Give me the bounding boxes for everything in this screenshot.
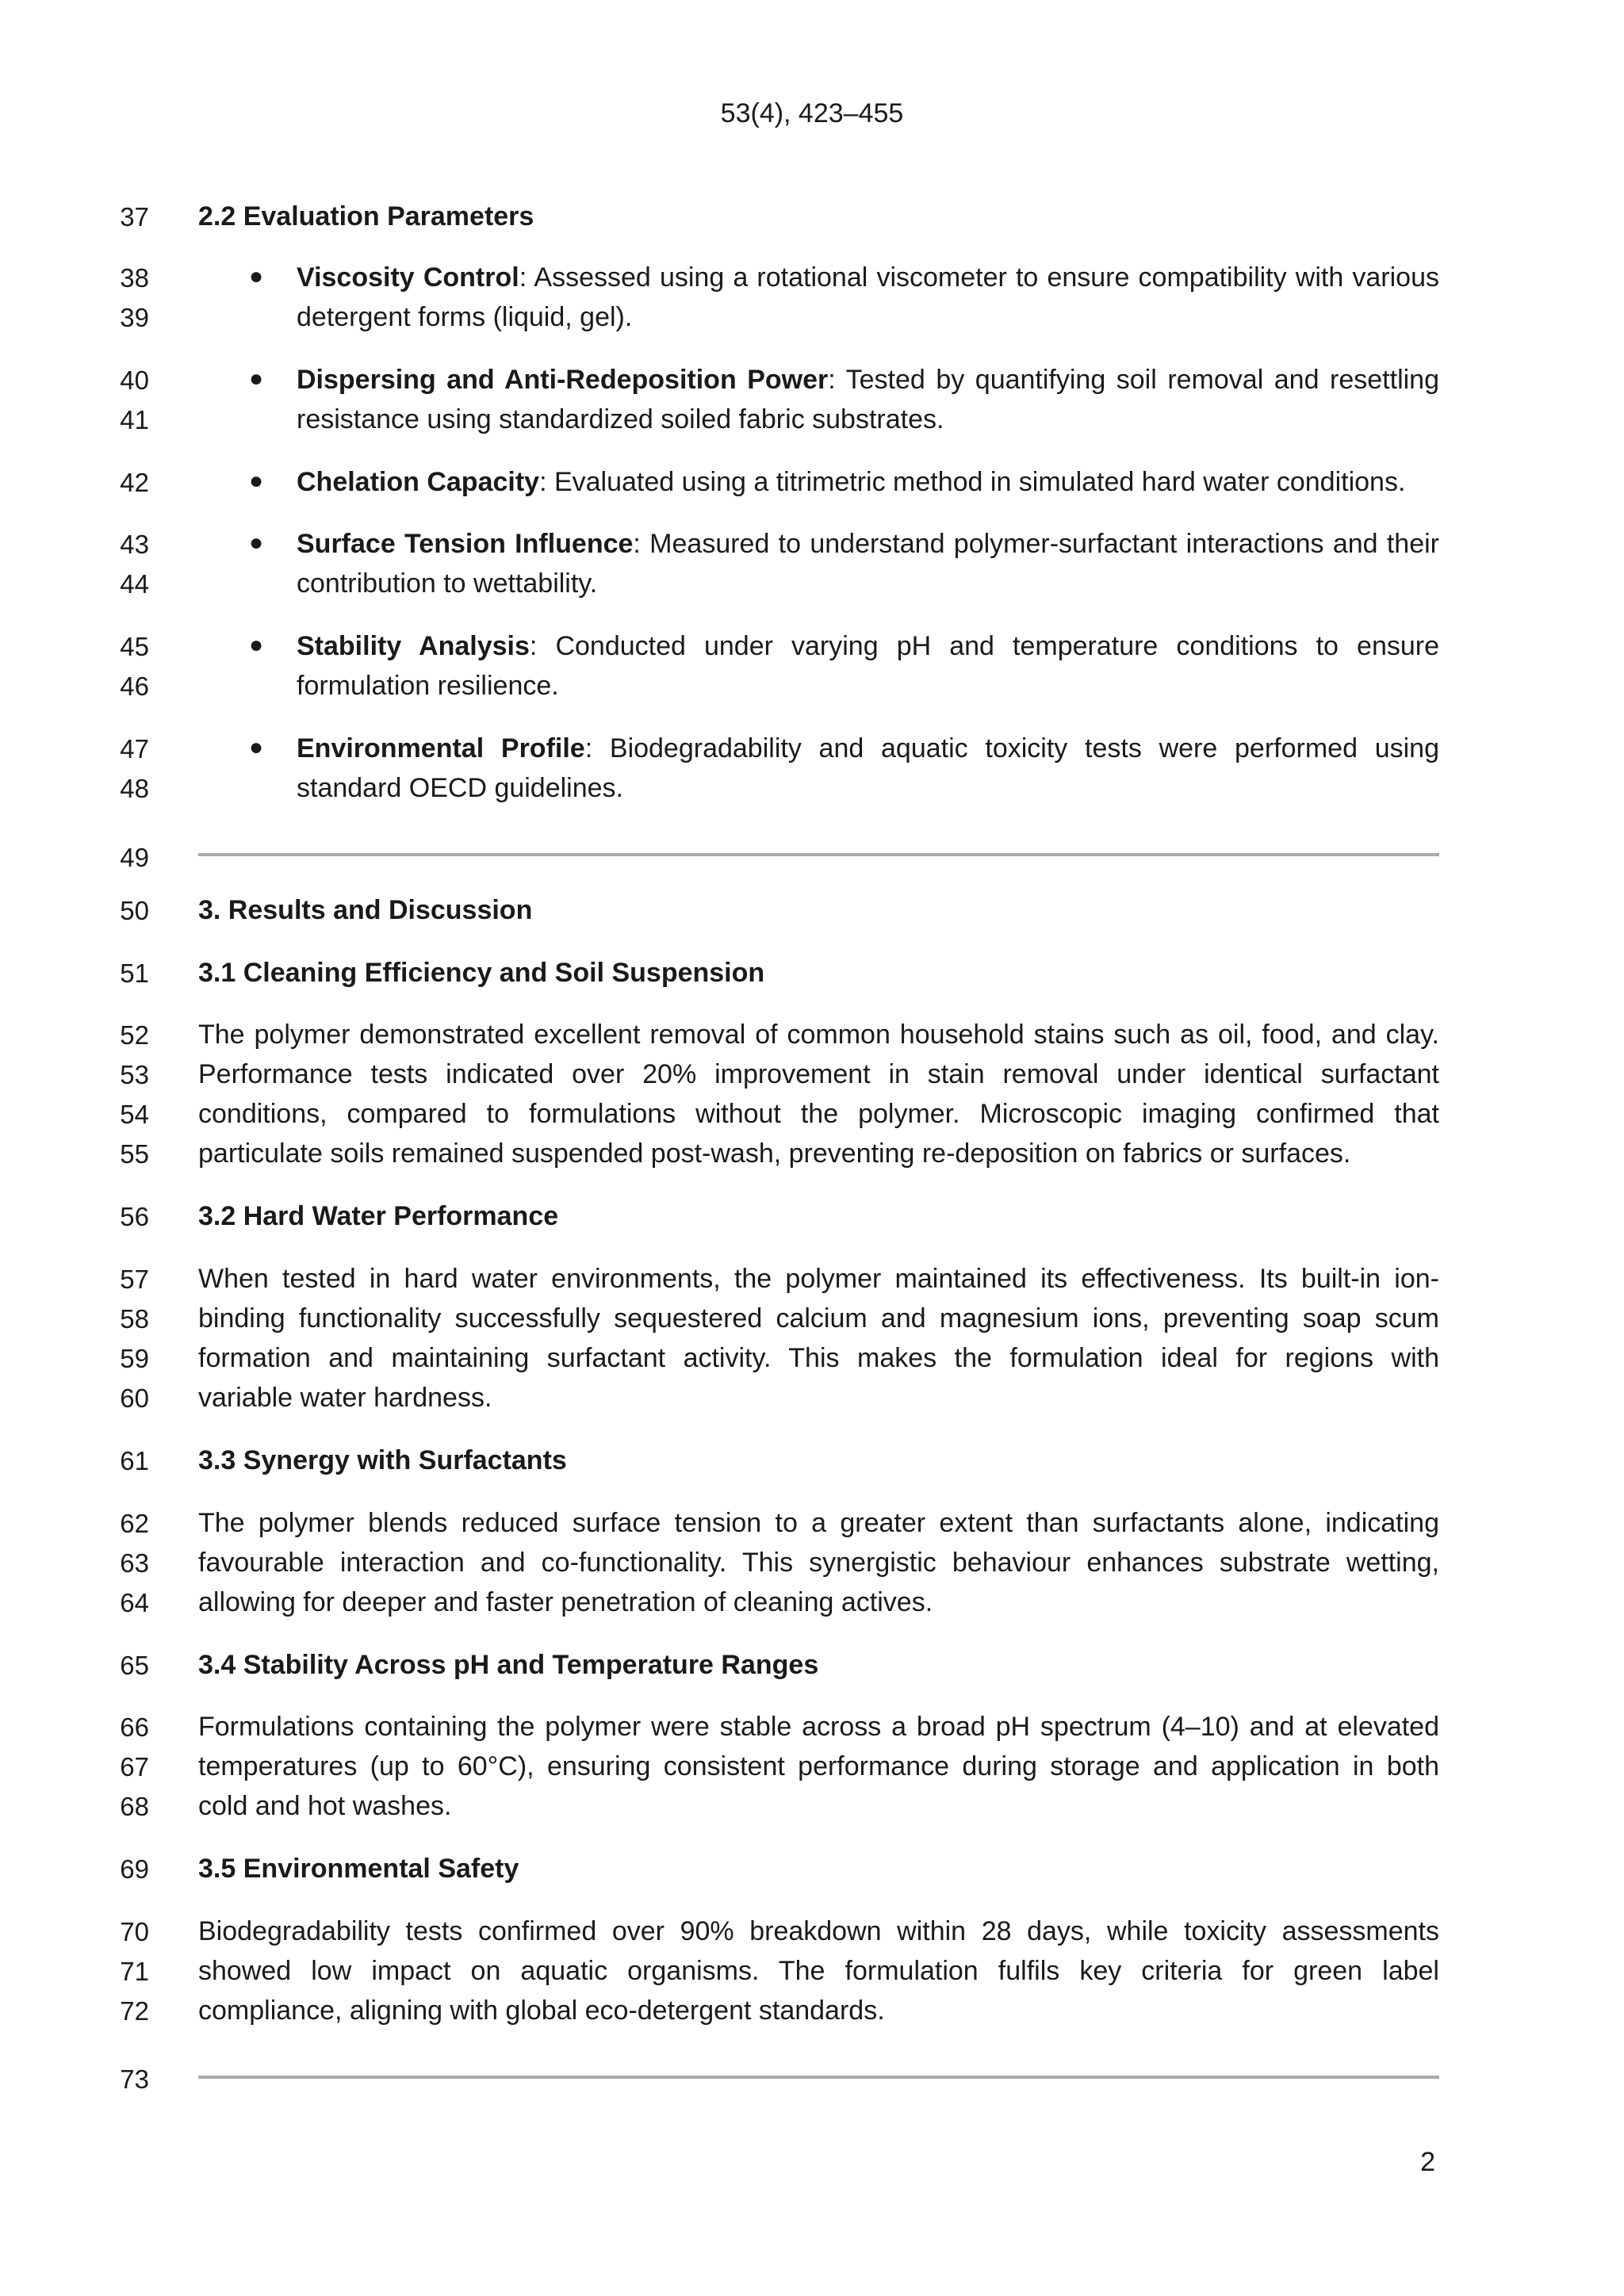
line-number: 73 — [120, 2064, 149, 2094]
bullet-continuation: standard OECD guidelines. — [297, 773, 624, 803]
bullet-term: Chelation Capacity — [297, 467, 540, 497]
bullet-term: Viscosity Control — [297, 262, 519, 293]
bullet-term: Environmental Profile — [297, 733, 585, 763]
bullet-term: Surface Tension Influence — [297, 529, 634, 559]
bullet-text: : Conducted under varying pH and temperature conditions to ensure — [529, 631, 1439, 661]
line-number: 50 — [120, 896, 149, 925]
paragraph-line: showed low impact on aquatic organisms. The formulation fulfils key criteria for green label — [198, 1956, 1439, 1986]
bullet-item-environmental — [297, 733, 1439, 764]
paragraph-line: favourable interaction and co-functionality. This synergistic behaviour enhances substrate wetting, — [198, 1548, 1439, 1578]
line-number: 70 — [120, 1917, 149, 1946]
line-number: 41 — [120, 405, 149, 434]
line-number: 67 — [120, 1752, 149, 1781]
bullet-item-dispersing — [297, 365, 1439, 396]
horizontal-rule — [198, 2076, 1439, 2079]
section-heading-3-3: 3.3 Synergy with Surfactants — [198, 1445, 567, 1475]
paragraph-line: particulate soils remained suspended post-wash, preventing re-deposition on fabrics or surfaces. — [198, 1138, 1351, 1169]
bullet-term: Dispersing and Anti-Redeposition Power — [297, 365, 829, 395]
line-number: 55 — [120, 1139, 149, 1169]
bullet-text: : Evaluated using a titrimetric method in simulated hard water conditions. — [539, 467, 1406, 497]
line-number: 53 — [120, 1060, 149, 1089]
bullet-text: : Biodegradability and aquatic toxicity tests were performed using — [584, 733, 1439, 763]
bullet-text: : Assessed using a rotational viscometer to ensure compatibility with various — [519, 262, 1439, 293]
line-number: 58 — [120, 1304, 149, 1334]
journal-citation: 53(4), 423–455 — [720, 98, 904, 128]
bullet-continuation: formulation resilience. — [297, 671, 559, 701]
line-number: 62 — [120, 1509, 149, 1538]
line-number: 54 — [120, 1100, 149, 1129]
paragraph-line: Biodegradability tests confirmed over 90% breakdown within 28 days, while toxicity assessments — [198, 1916, 1439, 1946]
section-heading-3-4: 3.4 Stability Across pH and Temperature Ranges — [198, 1650, 819, 1680]
bullet-icon: ● — [249, 263, 264, 289]
line-number: 65 — [120, 1651, 149, 1680]
bullet-icon: ● — [249, 632, 264, 658]
line-number: 49 — [120, 843, 149, 872]
paragraph-line: cold and hot washes. — [198, 1791, 452, 1821]
bullet-text: : Measured to understand polymer-surfactant interactions and their — [633, 529, 1440, 559]
paragraph-line: formation and maintaining surfactant activity. This makes the formulation ideal for regions with — [198, 1343, 1439, 1373]
bullet-continuation: contribution to wettability. — [297, 568, 598, 599]
bullet-icon: ● — [249, 365, 264, 392]
paragraph-line: allowing for deeper and faster penetration of cleaning actives. — [198, 1587, 933, 1617]
line-number: 45 — [120, 632, 149, 661]
section-heading-3: 3. Results and Discussion — [198, 895, 533, 925]
line-number: 72 — [120, 1996, 149, 2026]
bullet-term: Stability Analysis — [297, 631, 530, 661]
paragraph-line: compliance, aligning with global eco-detergent standards. — [198, 1996, 885, 2026]
line-number: 40 — [120, 365, 149, 395]
bullet-item-chelation — [297, 467, 1439, 498]
bullet-text: : Tested by quantifying soil removal and resettling — [828, 365, 1439, 395]
line-number: 48 — [120, 774, 149, 803]
line-number: 37 — [120, 202, 149, 232]
bullet-icon: ● — [249, 468, 264, 494]
bullet-item-viscosity — [297, 262, 1439, 293]
line-number: 38 — [120, 263, 149, 293]
line-number: 59 — [120, 1344, 149, 1373]
line-number: 64 — [120, 1588, 149, 1617]
section-heading-3-1: 3.1 Cleaning Efficiency and Soil Suspension — [198, 958, 765, 988]
bullet-item-surface-tension — [297, 529, 1439, 560]
paragraph-line: Performance tests indicated over 20% improvement in stain removal under identical surfactant — [198, 1059, 1439, 1089]
line-number: 60 — [120, 1383, 149, 1413]
line-number: 42 — [120, 468, 149, 497]
line-number: 57 — [120, 1265, 149, 1294]
page-number: 2 — [1420, 2147, 1435, 2177]
line-number: 46 — [120, 672, 149, 701]
line-number: 43 — [120, 530, 149, 559]
line-number: 63 — [120, 1548, 149, 1578]
section-heading-2-2: 2.2 Evaluation Parameters — [198, 201, 534, 232]
paragraph-line: temperatures (up to 60°C), ensuring consistent performance during storage and application in both — [198, 1751, 1439, 1781]
paragraph-line: The polymer demonstrated excellent removal of common household stains such as oil, food, and clay. — [198, 1020, 1439, 1050]
paragraph-line: variable water hardness. — [198, 1383, 492, 1413]
line-number: 52 — [120, 1020, 149, 1050]
line-number: 51 — [120, 959, 149, 988]
line-number: 68 — [120, 1792, 149, 1821]
paragraph-line: binding functionality successfully sequestered calcium and magnesium ions, preventing soap scum — [198, 1303, 1439, 1334]
line-number: 61 — [120, 1446, 149, 1475]
paragraph-line: When tested in hard water environments, the polymer maintained its effectiveness. Its built-in ion- — [198, 1264, 1439, 1294]
line-number: 39 — [120, 303, 149, 332]
line-number: 44 — [120, 569, 149, 599]
bullet-continuation: detergent forms (liquid, gel). — [297, 302, 633, 332]
paragraph-line: conditions, compared to formulations without the polymer. Microscopic imaging confirmed that — [198, 1099, 1439, 1129]
bullet-continuation: resistance using standardized soiled fabric substrates. — [297, 404, 944, 434]
section-heading-3-5: 3.5 Environmental Safety — [198, 1854, 519, 1884]
line-number: 56 — [120, 1202, 149, 1231]
paragraph-line: Formulations containing the polymer were stable across a broad pH spectrum (4–10) and at elevated — [198, 1712, 1439, 1742]
line-number: 71 — [120, 1957, 149, 1986]
bullet-item-stability — [297, 631, 1439, 662]
line-number: 66 — [120, 1712, 149, 1742]
horizontal-rule — [198, 853, 1439, 856]
section-heading-3-2: 3.2 Hard Water Performance — [198, 1201, 559, 1231]
line-number: 69 — [120, 1854, 149, 1884]
paragraph-line: The polymer blends reduced surface tension to a greater extent than surfactants alone, indicating — [198, 1508, 1439, 1538]
bullet-icon: ● — [249, 734, 264, 760]
bullet-icon: ● — [249, 530, 264, 556]
line-number: 47 — [120, 734, 149, 763]
